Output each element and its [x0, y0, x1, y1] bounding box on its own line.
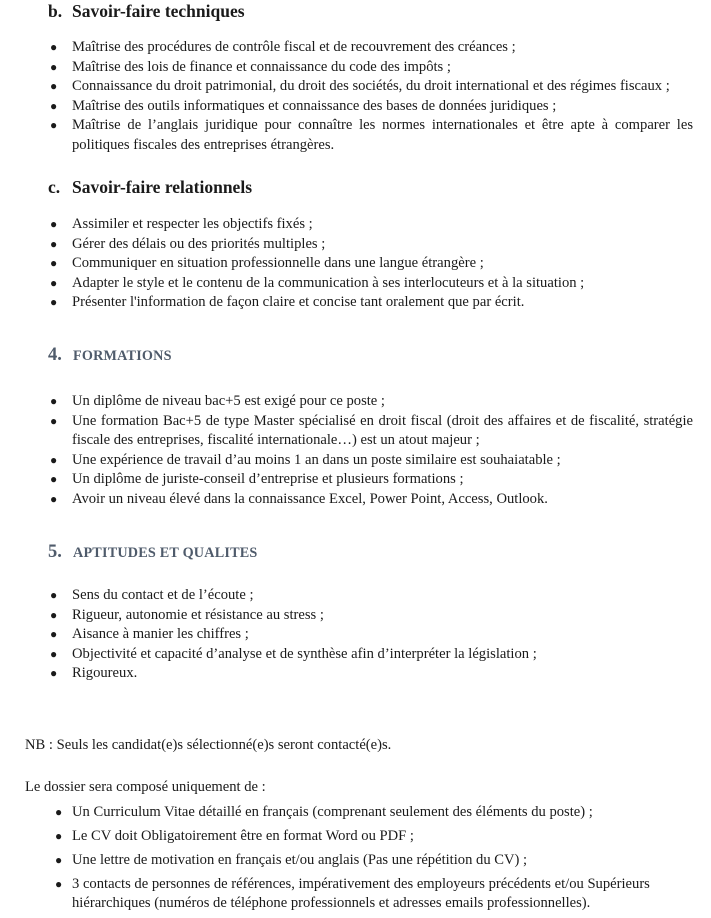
bullet-icon: ● [50, 217, 58, 231]
section-4-heading [48, 345, 172, 366]
bullet-icon: ● [50, 275, 58, 290]
list-item: ● Assimiler et respecter les objectifs fixés ; [0, 215, 711, 235]
list-item: ● Une formation Bac+5 de type Master spécialisé en droit fiscal (droit des affaires et de fiscalité, stratégie fiscale des entreprises, fiscalité internationale…) est un atout majeur ; [50, 412, 693, 448]
bullet-icon: ● [55, 829, 63, 843]
list-item: ● Maîtrise de l’anglais juridique pour connaître les normes internationales et être apte à comparer les politiques fiscales des entreprises étrangères. [50, 117, 693, 153]
bullet-icon: ● [50, 118, 58, 132]
bullet-icon: ● [50, 472, 58, 486]
list-item: ● Communiquer en situation professionnelle dans une langue étrangère ; [0, 254, 711, 274]
section-c-title: Savoir-faire relationnels [72, 177, 252, 197]
selection-note: NB : Seuls les candidat(e)s sélectionné(e)s seront contacté(e)s. [25, 737, 392, 753]
section-b-title: Savoir-faire techniques [72, 1, 245, 21]
section-b-list [0, 38, 711, 155]
list-item: ● Maîtrise des procédures de contrôle fiscal et de recouvrement des créances ; [0, 38, 711, 58]
bullet-icon: ● [50, 295, 58, 309]
bullet-icon: ● [50, 413, 58, 428]
list-item: ● Maîtrise des outils informatiques et connaissance des bases de données juridiques ; [0, 97, 711, 117]
bullet-icon: ● [50, 452, 58, 467]
bullet-icon: ● [50, 236, 58, 251]
section-5-title: APTITUDES ET QUALITES [73, 545, 258, 561]
list-item: ● Une expérience de travail d’au moins 1 an dans un poste similaire est souhaiatable ; [0, 451, 711, 471]
bullet-icon: ● [50, 607, 58, 622]
list-item: ● Objectivité et capacité d’analyse et de synthèse afin d’interpréter la législation ; [0, 645, 711, 665]
list-item: ● Une lettre de motivation en français et/ou anglais (Pas une répétition du CV) ; [55, 852, 528, 868]
list-item: ● Le CV doit Obligatoirement être en format Word ou PDF ; [55, 828, 414, 844]
bullet-icon: ● [50, 627, 58, 641]
section-b-heading [48, 1, 245, 22]
list-item: ● Adapter le style et le contenu de la communication à ses interlocuteurs et à la situation ; [0, 274, 711, 294]
list-item: ● Maîtrise des lois de finance et connaissance du code des impôts ; [0, 58, 711, 78]
bullet-icon: ● [50, 256, 58, 270]
list-item: ● Aisance à manier les chiffres ; [0, 625, 711, 645]
list-item: ● Rigueur, autonomie et résistance au stress ; [0, 606, 711, 626]
section-4-number: 4. [48, 345, 62, 365]
list-item: ● Un Curriculum Vitae détaillé en français (comprenant seulement des éléments du poste) ; [55, 804, 593, 820]
bullet-icon: ● [50, 646, 58, 661]
dossier-list [0, 803, 711, 918]
bullet-icon: ● [55, 877, 63, 891]
bullet-icon: ● [50, 394, 58, 408]
bullet-icon: ● [50, 491, 58, 506]
bullet-icon: ● [50, 79, 58, 93]
section-c-heading [48, 177, 252, 198]
section-4-list [0, 392, 711, 509]
list-item: ● Avoir un niveau élevé dans la connaissance Excel, Power Point, Access, Outlook. [0, 490, 711, 510]
bullet-icon: ● [50, 59, 58, 74]
section-5-list [0, 586, 711, 684]
list-item: ● Présenter l'information de façon claire et concise tant oralement que par écrit. [0, 293, 711, 313]
list-item: ● Rigoureux. [0, 664, 711, 684]
list-item: ● Un diplôme de niveau bac+5 est exigé pour ce poste ; [0, 392, 711, 412]
section-5-heading [48, 542, 258, 563]
dossier-intro: Le dossier sera composé uniquement de : [25, 779, 266, 795]
section-4-title: FORMATIONS [73, 348, 172, 364]
list-item: ● Un diplôme de juriste-conseil d’entreprise et plusieurs formations ; [0, 470, 711, 490]
bullet-icon: ● [55, 805, 63, 819]
section-b-letter: b. [48, 1, 63, 21]
section-c-letter: c. [48, 177, 61, 197]
bullet-icon: ● [50, 666, 58, 680]
bullet-icon: ● [55, 853, 63, 867]
bullet-icon: ● [50, 40, 58, 54]
section-5-number: 5. [48, 542, 62, 562]
list-item: ● 3 contacts de personnes de références, impérativement des employeurs précédents et/ou Supérieurs hiérarchiques (numéros de téléphone professionnels et adresses emails professionnelles). [55, 876, 650, 911]
list-item: ● Connaissance du droit patrimonial, du droit des sociétés, du droit international et des régimes fiscaux ; [0, 77, 711, 97]
list-item: ● Gérer des délais ou des priorités multiples ; [0, 235, 711, 255]
list-item: ● Sens du contact et de l’écoute ; [0, 586, 711, 606]
bullet-icon: ● [50, 98, 58, 113]
bullet-icon: ● [50, 588, 58, 602]
section-c-list [0, 215, 711, 313]
